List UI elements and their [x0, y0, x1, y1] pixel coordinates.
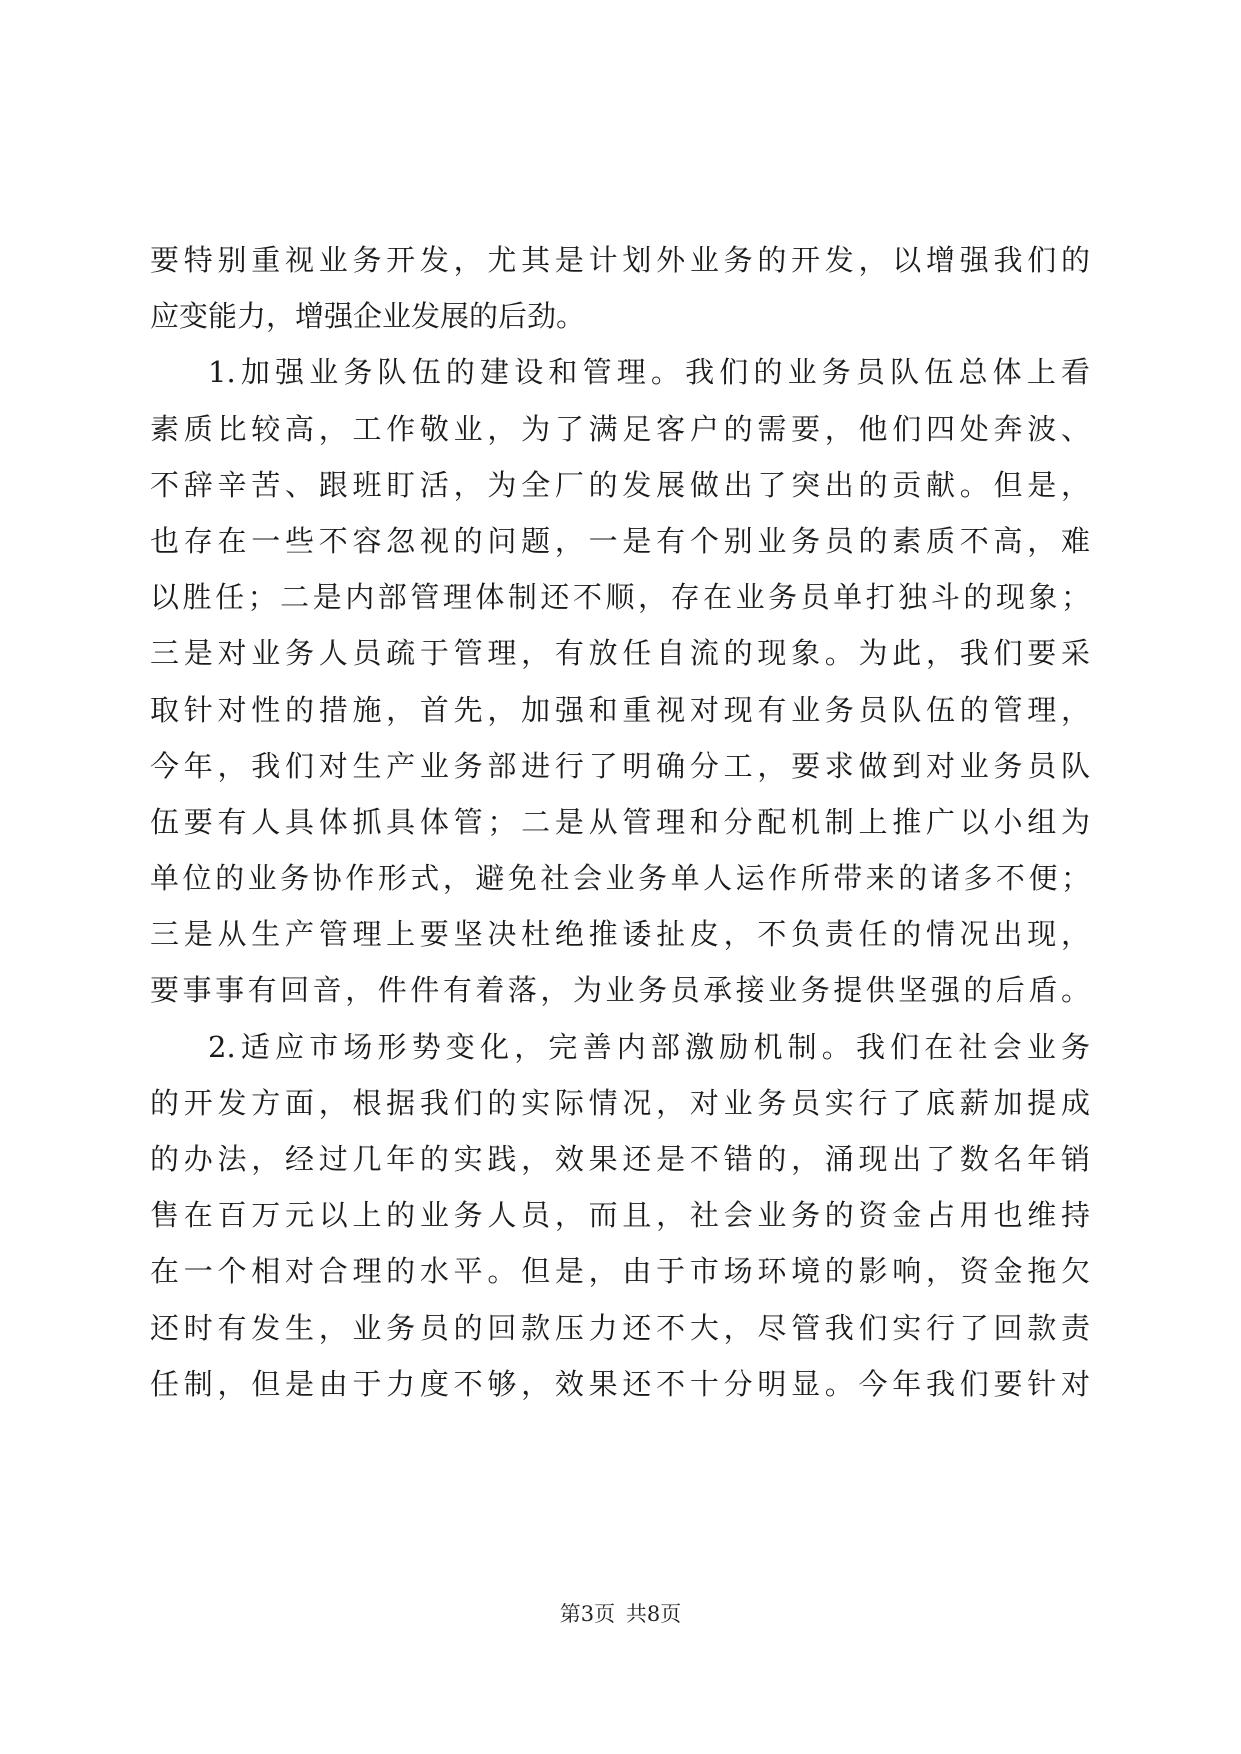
text-line: 不辞辛苦、跟班盯活，为全厂的发展做出了突出的贡献。但是，	[150, 467, 1090, 502]
text-line: 也存在一些不容忽视的问题，一是有个别业务员的素质不高，难	[150, 523, 1090, 558]
text-line: 任制，但是由于力度不够，效果还不十分明显。今年我们要针对	[150, 1366, 1090, 1401]
text-line: 要特别重视业务开发，尤其是计划外业务的开发，以增强我们的	[150, 243, 1090, 277]
page-total: 共8页	[625, 1602, 682, 1626]
text-line: 还时有发生，业务员的回款压力还不大，尽管我们实行了回款责	[150, 1310, 1090, 1345]
text-line: 单位的业务协作形式，避免社会业务单人运作所带来的诸多不便；	[150, 861, 1090, 896]
text-line: 的办法，经过几年的实践，效果还是不错的，涌现出了数名年销	[150, 1142, 1090, 1176]
text-line: 取针对性的措施，首先，加强和重视对现有业务员队伍的管理，	[150, 692, 1090, 727]
text-line: 素质比较高，工作敬业，为了满足客户的需要，他们四处奔波、	[150, 411, 1090, 446]
text-line: 伍要有人具体抓具体管；二是从管理和分配机制上推广以小组为	[150, 804, 1090, 839]
text-line: 应变能力，增强企业发展的后劲。	[150, 299, 586, 334]
text-line: 2.适应市场形势变化，完善内部激励机制。我们在社会业务	[208, 1029, 1090, 1064]
text-line: 三是从生产管理上要坚决杜绝推诿扯皮，不负责任的情况出现，	[150, 917, 1090, 952]
page-footer	[0, 1598, 1241, 1628]
text-line: 1.加强业务队伍的建设和管理。我们的业务员队伍总体上看	[208, 355, 1090, 390]
text-line: 的开发方面，根据我们的实际情况，对业务员实行了底薪加提成	[150, 1085, 1090, 1120]
text-line: 要事事有回音，件件有着落，为业务员承接业务提供坚强的后盾。	[150, 973, 1090, 1008]
text-line: 售在百万元以上的业务人员，而且，社会业务的资金占用也维持	[150, 1198, 1090, 1233]
text-line: 三是对业务人员疏于管理，有放任自流的现象。为此，我们要采	[150, 636, 1090, 671]
text-line: 以胜任；二是内部管理体制还不顺，存在业务员单打独斗的现象；	[150, 580, 1090, 615]
page-number: 第3页	[559, 1602, 616, 1626]
document-body	[150, 232, 1090, 1412]
text-line: 今年，我们对生产业务部进行了明确分工，要求做到对业务员队	[150, 748, 1090, 783]
text-line: 在一个相对合理的水平。但是，由于市场环境的影响，资金拖欠	[150, 1254, 1090, 1289]
